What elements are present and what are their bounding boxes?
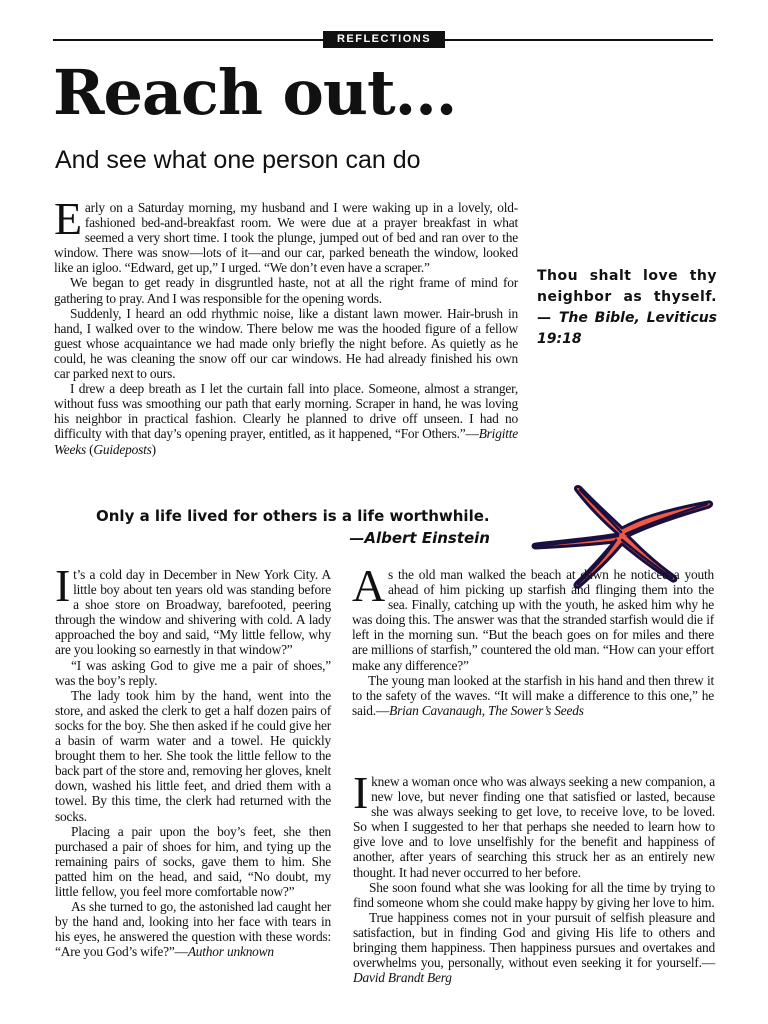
article-paragraph [55, 560, 331, 658]
article-shoes-for-boy [55, 560, 331, 960]
article-author: David Brandt Berg [353, 970, 452, 986]
article-paragraph [353, 910, 715, 985]
article-starfish [352, 560, 714, 718]
drop-cap: I [353, 767, 369, 818]
article-paragraph: “I was asking God to give me a pair of shoes,” was the boy’s reply. [55, 657, 331, 688]
source-paren-close: ) [151, 441, 156, 457]
paragraph-text: True happiness comes not in your pursuit of selfish pleasure and satisfaction, but in finding God and giving His life to others and bringing them happiness. Then happiness pursues and overtakes and overwhelms you, personally, without even seeking it for yourself.— [353, 909, 715, 971]
article-author: Brian Cavanaugh, The Sower’s Seeds [389, 702, 584, 718]
article-paragraph [54, 381, 518, 456]
quote-text: Thou shalt love thy neighbor as thyself.— [537, 268, 717, 326]
paragraph-text: arly on a Saturday morning, my husband and I were waking up in a lovely, old-fashioned bed-and-breakfast room. We were due at a prayer breakfast in what seemed a very short time. I took the plunge, jumped out of bed and ran over to the window. There was snow—lots of it—and our car, parked beneath the window, looked like an igloo. “Edward, get up,” I urged. “We don’t even have a scraper.” [54, 200, 518, 276]
page-subtitle: And see what one person can do [55, 146, 421, 174]
paragraph-text: The young man looked at the starfish in his hand and then threw it to the safety of the waves. “It will make a difference to this one,” he said.— [352, 672, 714, 718]
drop-cap: A [352, 560, 386, 611]
bible-quote [537, 266, 717, 350]
quote-source: The Bible, Leviticus 19:18 [537, 310, 718, 347]
article-snow-scraper [54, 193, 518, 457]
header-rule-right [445, 39, 713, 41]
article-paragraph [55, 899, 331, 959]
quote-source: —Albert Einstein [349, 529, 490, 547]
article-paragraph: The lady took him by the hand, went into the store, and asked the clerk to get a half dozen pairs of socks for the boy. She then asked if he could give her a basin of warm water and a towel. He quickly brought them to her. She took the little fellow to the back part of the store and, removing her gloves, knelt down, washed his little feet, and dried them with a towel. By this time, the clerk had returned with the socks. [55, 687, 331, 824]
header-rule-left [53, 39, 323, 41]
article-source: Guideposts [93, 441, 152, 457]
article-author: Author unknown [187, 944, 274, 960]
article-paragraph [352, 673, 714, 718]
article-paragraph: We began to get ready in disgruntled haste, not at all the right frame of mind for gathering to pray. And I was responsible for the opening words. [54, 275, 518, 306]
article-true-happiness [353, 767, 715, 986]
einstein-quote [96, 505, 492, 549]
paragraph-text: t’s a cold day in December in New York City. A little boy about ten years old was standing before a shoe store on Broadway, barefooted, peering through the window and shivering with cold. A lady approached the boy and said, “My little fellow, why are you looking so earnestly in that window?” [55, 567, 331, 658]
article-paragraph: Suddenly, I heard an odd rhythmic noise, like a distant lawn mower. Hair-brush in hand, I walked over to the window. There below me was the hooded figure of a fellow guest whose acquaintance we had made only briefly the night before. As quietly as he could, he was cleaning the snow off our car windows. He had already finished his own car parked next to ours. [54, 305, 518, 382]
drop-cap: E [54, 193, 82, 244]
article-paragraph [353, 767, 715, 880]
article-paragraph: Placing a pair upon the boy’s feet, she then purchased a pair of shoes for him, and tying up the remaining pairs of socks, gave them to him. She patted him on the head, and said, “No doubt, my little fellow, you feel more comfortable now?” [55, 823, 331, 899]
drop-cap: I [55, 560, 71, 611]
paragraph-text: s the old man walked the beach at dawn he noticed a youth ahead of him picking up starfish and flinging them into the sea. Finally, catching up with the youth, he asked him why he was doing this. The answer was that the stranded starfish would die if left in the morning sun. “But the beach goes on for miles and there are millions of starfish,” countered the old man. “How can your effort make any difference?” [352, 567, 714, 673]
article-paragraph: She soon found what she was looking for all the time by trying to find someone whom she could make happy by giving her love to him. [353, 879, 715, 910]
section-tag: REFLECTIONS [323, 31, 445, 48]
paragraph-text: As she turned to go, the astonished lad caught her by the hand and, looking into her face with tears in his eyes, he answered the question with these words: “Are you God’s wife?”— [55, 899, 331, 960]
article-paragraph [54, 193, 518, 276]
article-author: Brigitte Weeks [54, 426, 518, 457]
source-paren-open: ( [85, 441, 94, 457]
paragraph-text: knew a woman once who was always seeking a new companion, a new love, but never finding one that satisfied or lasted, because she was always seeking to get love, to receive love, to be loved. So when I suggested to her that perhaps she needed to learn how to give love and to love unselfishly for the benefit and happiness of another, after years of searching this struck her as an entirely new thought. It had never occurred to her before. [353, 774, 715, 880]
paragraph-text: I drew a deep breath as I let the curtain fall into place. Someone, almost a stranger, without fuss was smoothing our path that early morning. Scraper in hand, he was loving his neighbor in practical fashion. Clearly he planned to drive off unseen. I had no difficulty with that day’s opening prayer, entitled, as it happened, “For Others.”— [54, 381, 518, 442]
page-title: Reach out... [53, 56, 457, 129]
quote-text: Only a life lived for others is a life worthwhile. [96, 507, 490, 525]
article-paragraph [352, 560, 714, 673]
